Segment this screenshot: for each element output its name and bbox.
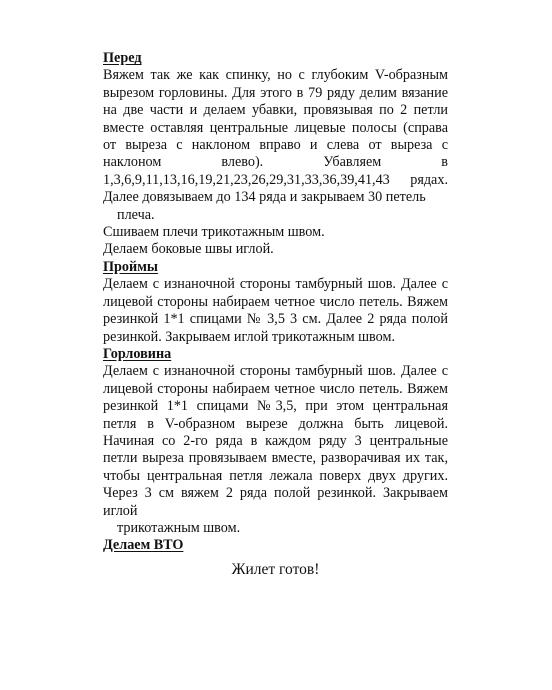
neckline-paragraph: Делаем с изнаночной стороны тамбурный шов. Далее с лицевой стороны набираем четное число петель. Вяжем резинкой 1*1 спицами №3,5, при этом центральная петля в V-образном вырезе должна быть лицевой. Начиная со 2-го ряда в каждом ряду 3 центральные петли выреза провязываем вместе, разворачивая их так, чтобы центральная петля лежала поверх двух других. Через 3 см вяжем 2 ряда полой резинкой. Закрываем иглой (103, 363, 448, 519)
section-heading-vto: Делаем ВТО (103, 537, 184, 554)
neckline-paragraph-end: трикотажным швом. (117, 519, 241, 536)
document-page (103, 50, 448, 578)
closing-line: Жилет готов! (231, 560, 320, 578)
front-line-shoulders: Сшиваем плечи трикотажным швом. (103, 224, 325, 241)
section-heading-armholes: Проймы (103, 258, 158, 275)
section-heading-neckline: Горловина (103, 345, 172, 362)
front-line-side-seams: Делаем боковые швы иглой. (103, 241, 274, 258)
front-paragraph: Вяжем так же как спинку, но с глубоким V-образным вырезом горловины. Для этого в 79 ряду делим вязание на две части и делаем убавки, провязывая по 2 петли вместе оставляя центральные лицевые полосы (справа от выреза с наклоном вправо и слева от выреза с наклоном влево). Убавляем в 1,3,6,9,11,13,16,19,21,23,26,29,31,33,36,39,41,43 рядах. Далее довязываем до 134 ряда и закрываем 30 петель (103, 67, 448, 206)
armholes-paragraph: Делаем с изнаночной стороны тамбурный шов. Далее с лицевой стороны набираем четное число петель. Вяжем резинкой 1*1 спицами № 3,5 3 см. Далее 2 ряда полой резинкой. Закрываем иглой трикотажным швом. (103, 276, 448, 345)
front-paragraph-end: плеча. (117, 206, 155, 223)
section-heading-front: Перед (103, 50, 142, 66)
